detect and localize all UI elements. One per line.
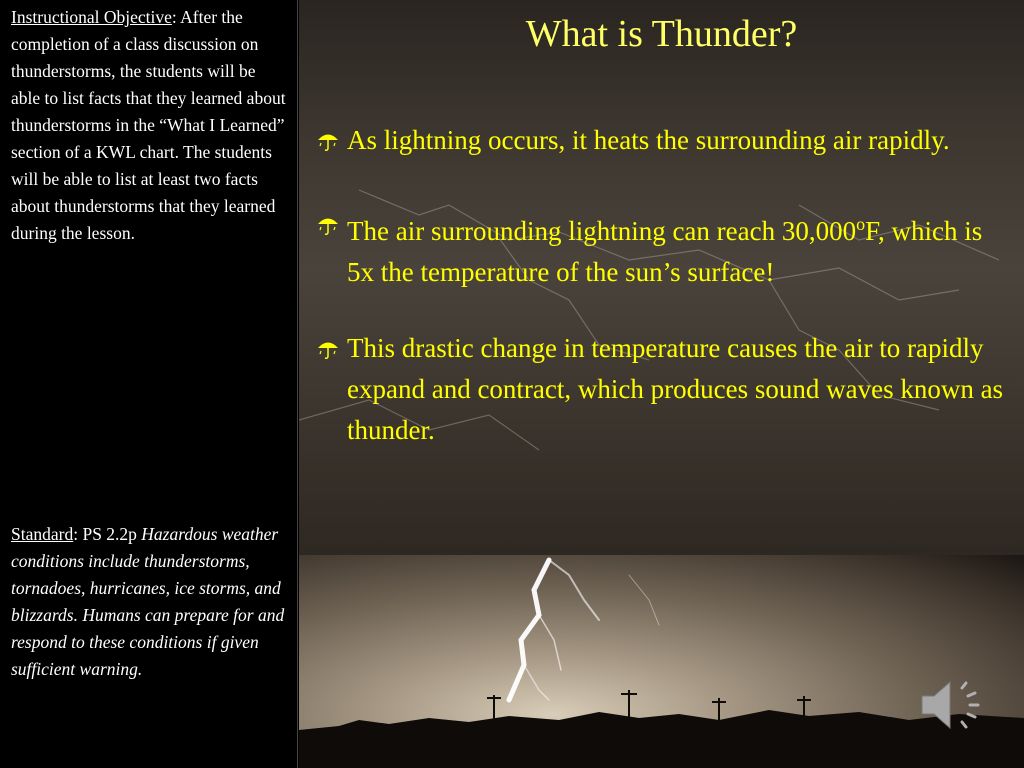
instructional-objective: [11, 4, 286, 247]
objective-label: Instructional Objective: [11, 7, 172, 27]
speaker-sound-icon[interactable]: [918, 674, 988, 736]
slide-title: What is Thunder?: [525, 13, 798, 55]
bullet-text: The air surrounding lightning can reach 30,000: [347, 216, 857, 246]
bullet-text: As lightning occurs, it heats the surrounding air rapidly.: [347, 125, 950, 155]
fact-list: [313, 120, 1013, 451]
slide-canvas: [299, 0, 1024, 768]
standard-code: : PS 2.2p: [73, 524, 142, 544]
objective-sidebar: [0, 0, 298, 768]
horizon-silhouette: [299, 690, 1024, 768]
degree-symbol: o: [856, 214, 866, 234]
bullet-text-cont: F, which is 5x the temperature of the sun’s surface!: [347, 216, 983, 287]
list-item: [313, 328, 1013, 451]
objective-text: : After the completion of a class discussion on thunderstorms, the students will be able to list facts that they learned about thunderstorms in the “What I Learned” section of a KWL chart. The students will be able to list at least two facts about thunderstorms that they learned during the lesson.: [11, 7, 286, 243]
umbrella-rain-icon: [317, 216, 339, 236]
standard-text: Hazardous weather conditions include thunderstorms, tornadoes, hurricanes, ice storms, and blizzards. Humans can prepare for and respond to these conditions if given sufficient warning.: [11, 524, 285, 679]
list-item: [313, 204, 1013, 293]
umbrella-rain-icon: [317, 340, 339, 360]
standard-note: [11, 521, 286, 683]
standard-label: Standard: [11, 524, 74, 544]
bullet-text: This drastic change in temperature causes the air to rapidly expand and contract, which produces sound waves known as thunder.: [347, 333, 1004, 445]
list-item: [313, 120, 1013, 161]
umbrella-rain-icon: [317, 132, 339, 152]
